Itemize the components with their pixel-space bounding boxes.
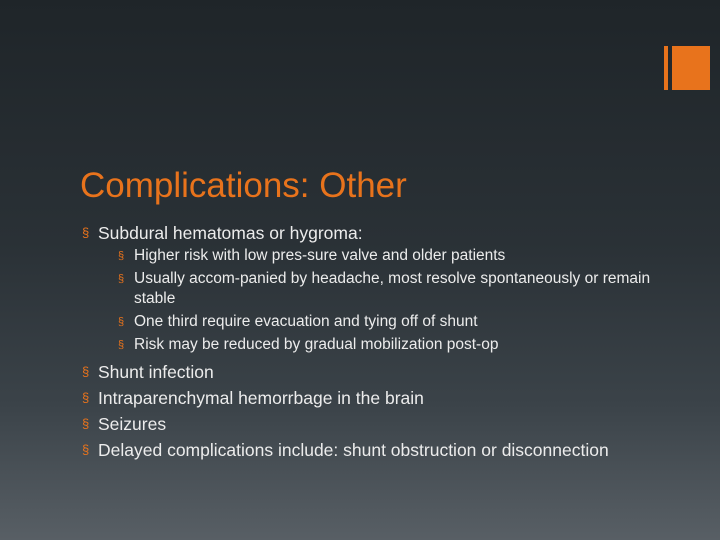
sub-bullet-marker-icon: § xyxy=(118,250,125,262)
bullet-marker-icon: § xyxy=(82,416,90,431)
bullet-text: Delayed complications include: shunt obstruction or disconnection xyxy=(98,440,609,460)
bullet-item xyxy=(82,361,682,383)
bullet-text: Intraparenchymal hemorrbage in the brain xyxy=(98,388,424,408)
sub-bullet-text: Risk may be reduced by gradual mobilization post-op xyxy=(134,336,499,353)
sub-bullet-text: Usually accom-panied by headache, most resolve spontaneously or remain stable xyxy=(134,270,651,307)
sub-bullet-marker-icon: § xyxy=(118,273,125,285)
sub-bullet-item xyxy=(118,269,682,309)
bullet-text: Shunt infection xyxy=(98,362,214,382)
bullet-item xyxy=(82,387,682,409)
sub-bullet-text: One third require evacuation and tying off of shunt xyxy=(134,313,478,330)
sub-bullet-marker-icon: § xyxy=(118,339,125,351)
bullet-item xyxy=(82,439,682,461)
sub-bullet-list xyxy=(98,246,682,355)
bullet-marker-icon: § xyxy=(82,364,90,379)
accent-bar-thin xyxy=(664,46,668,90)
bullet-marker-icon: § xyxy=(82,442,90,457)
sub-bullet-item xyxy=(118,312,682,332)
bullet-item xyxy=(82,222,682,355)
bullet-item xyxy=(82,413,682,435)
bullet-list xyxy=(82,222,682,465)
slide-title: Complications: Other xyxy=(80,166,407,205)
sub-bullet-item xyxy=(118,335,682,355)
sub-bullet-text: Higher risk with low pres-sure valve and older patients xyxy=(134,247,506,264)
bullet-marker-icon: § xyxy=(82,225,90,240)
sub-bullet-marker-icon: § xyxy=(118,316,125,328)
sub-bullet-item xyxy=(118,246,682,266)
bullet-text: Subdural hematomas or hygroma: xyxy=(98,223,363,243)
bullet-text: Seizures xyxy=(98,414,167,434)
bullet-marker-icon: § xyxy=(82,390,90,405)
accent-bar-thick xyxy=(672,46,710,90)
